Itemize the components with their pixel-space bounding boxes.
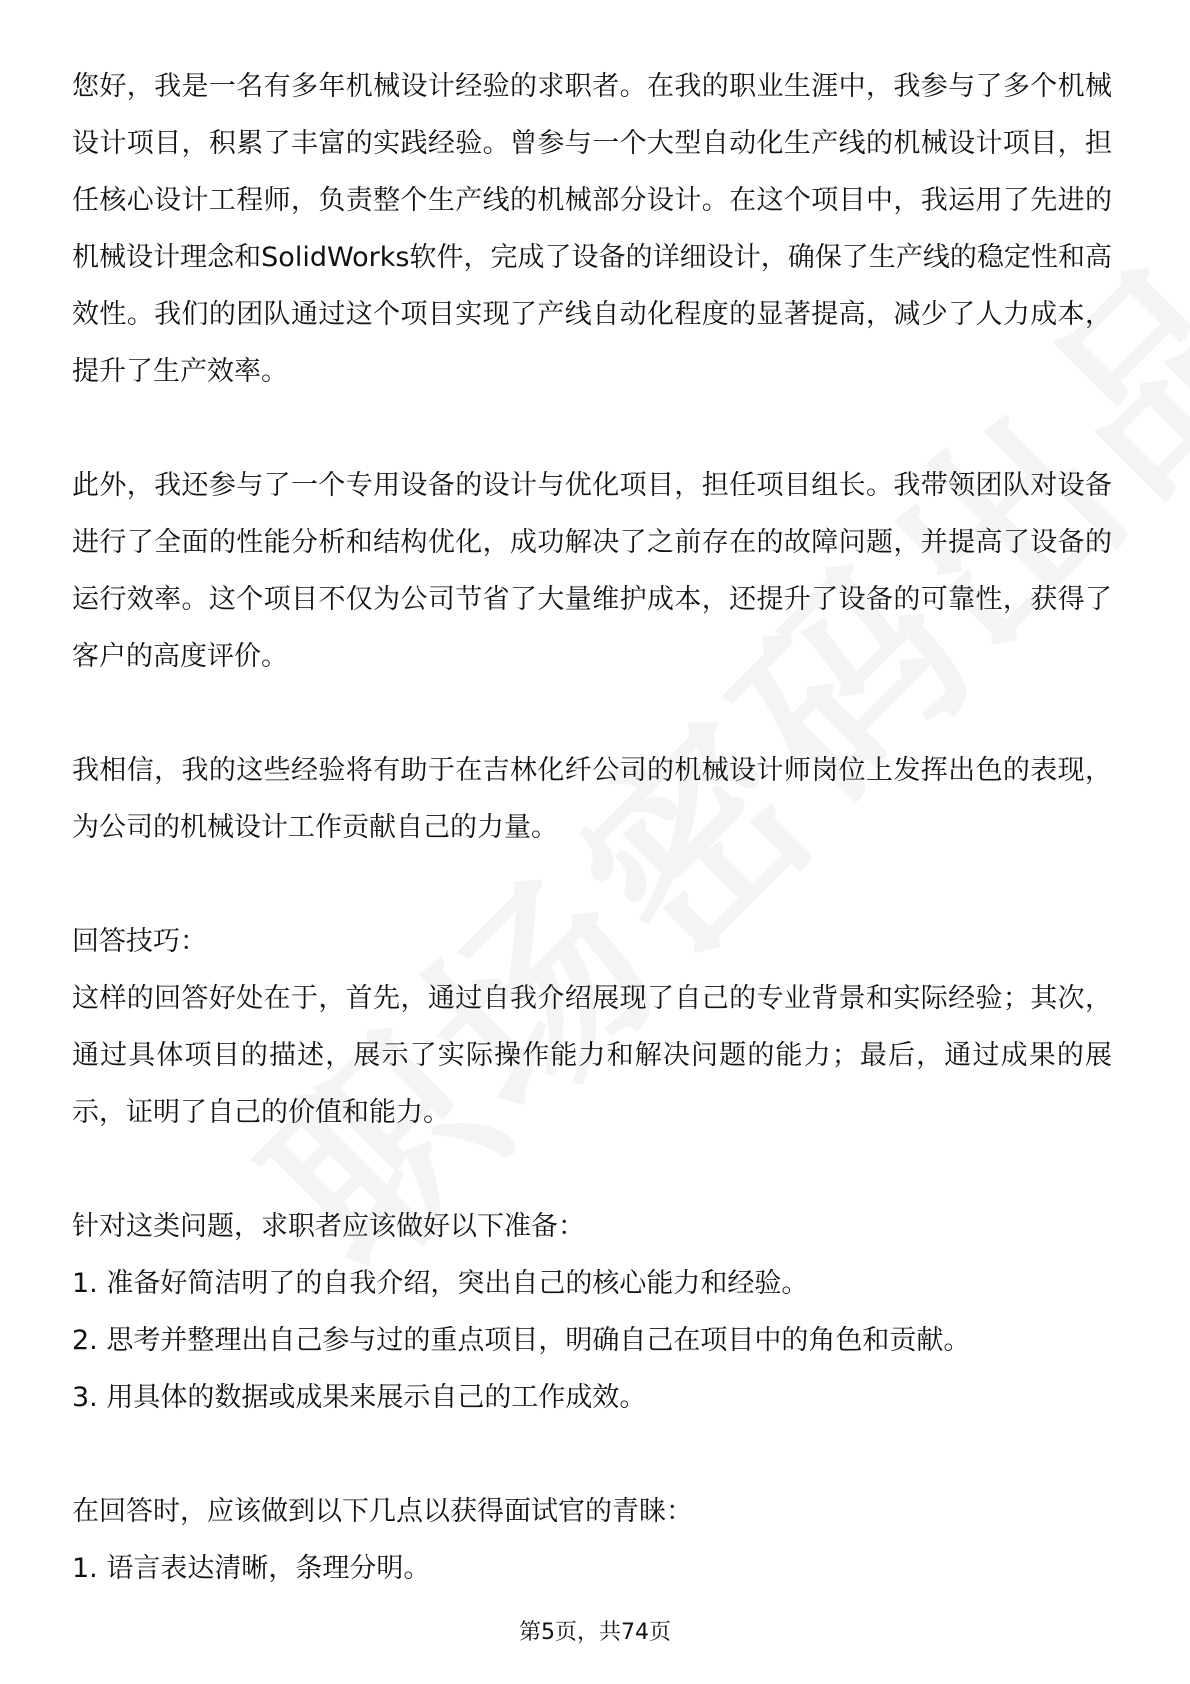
prep-heading: 针对这类问题，求职者应该做好以下准备： [72,1211,585,1242]
answer-item-1: 1. 语言表达清晰，条理分明。 [72,1553,431,1584]
paragraph-optimization-project: 此外，我还参与了一个专用设备的设计与优化项目，担任项目组长。我带领团队对设备进行了全面的性能分析和结构优化，成功解决了之前存在的故障问题，并提高了设备的运行效率。这个项目不仅为公司节省了大量维护成本，还提升了设备的可靠性，获得了客户的高度评价。 [72,470,1112,672]
paragraph-conclusion: 我相信，我的这些经验将有助于在吉林化纤公司的机械设计师岗位上发挥出色的表现，为公司的机械设计工作贡献自己的力量。 [72,755,1112,843]
tips-heading: 回答技巧： [72,926,207,957]
answer-heading: 在回答时，应该做到以下几点以获得面试官的青睐： [72,1496,693,1527]
page-number: 第5页，共74页 [519,1620,671,1645]
tips-body: 这样的回答好处在于，首先，通过自我介绍展现了自己的专业背景和实际经验；其次，通过具体项目的描述，展示了实际操作能力和解决问题的能力；最后，通过成果的展示，证明了自己的价值和能力。 [72,983,1112,1128]
prep-item-3: 3. 用具体的数据或成果来展示自己的工作成效。 [72,1382,647,1413]
document-body [72,58,1112,1597]
prep-item-1: 1. 准备好简洁明了的自我介绍，突出自己的核心能力和经验。 [72,1268,809,1299]
paragraph-intro: 您好，我是一名有多年机械设计经验的求职者。在我的职业生涯中，我参与了多个机械设计项目，积累了丰富的实践经验。曾参与一个大型自动化生产线的机械设计项目，担任核心设计工程师，负责整个生产线的机械部分设计。在这个项目中，我运用了先进的机械设计理念和SolidWorks软件，完成了设备的详细设计，确保了生产线的稳定性和高效性。我们的团队通过这个项目实现了产线自动化程度的显著提高，减少了人力成本，提升了生产效率。 [72,71,1112,387]
prep-item-2: 2. 思考并整理出自己参与过的重点项目，明确自己在项目中的角色和贡献。 [72,1325,971,1356]
